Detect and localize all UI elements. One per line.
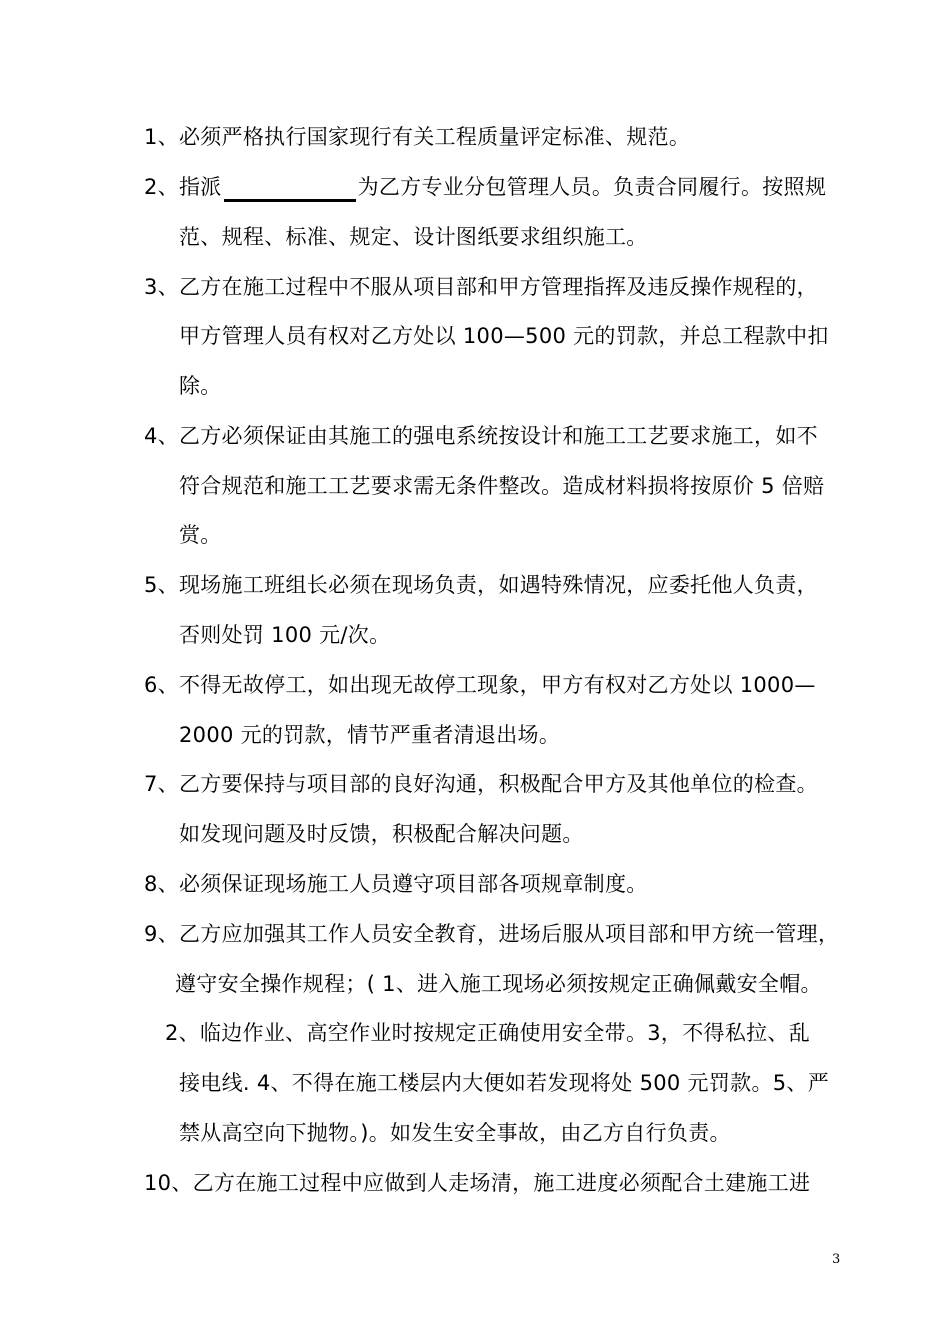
- clause-8-line-1: 8、必须保证现场施工人员遵守项目部各项规章制度。: [144, 872, 648, 896]
- clause-9-line-5: 禁从高空向下抛物。)。如发生安全事故，由乙方自行负责。: [179, 1121, 731, 1145]
- clause-4-line-3: 赏。: [179, 523, 222, 547]
- blank-underline: [224, 175, 356, 202]
- page-number: 3: [832, 1252, 841, 1267]
- clause-3-line-2: 甲方管理人员有权对乙方处以 100—500 元的罚款，并总工程款中扣: [179, 324, 829, 348]
- clause-9-line-2: 遵守安全操作规程；( 1、进入施工现场必须按规定正确佩戴安全帽。: [175, 972, 822, 996]
- clause-3-line-3: 除。: [179, 374, 222, 398]
- clause-7-line-1: 7、乙方要保持与项目部的良好沟通，积极配合甲方及其他单位的检查。: [144, 772, 818, 796]
- clause-9-line-4: 接电线. 4、不得在施工楼层内大便如若发现将处 500 元罚款。5、严: [179, 1071, 830, 1095]
- clause-4-line-1: 4、乙方必须保证由其施工的强电系统按设计和施工工艺要求施工，如不: [144, 424, 818, 448]
- clause-2-prefix: 2、指派: [144, 175, 222, 199]
- clause-5-line-1: 5、现场施工班组长必须在现场负责，如遇特殊情况，应委托他人负责，: [144, 573, 818, 597]
- clause-9-line-1: 9、乙方应加强其工作人员安全教育，进场后服从项目部和甲方统一管理，: [144, 922, 840, 946]
- clause-1-line-1: 1、必须严格执行国家现行有关工程质量评定标准、规范。: [144, 125, 691, 149]
- clause-10-line-1: 10、乙方在施工过程中应做到人走场清，施工进度必须配合土建施工进: [144, 1171, 811, 1195]
- clause-5-line-2: 否则处罚 100 元/次。: [179, 623, 391, 647]
- clause-6-line-1: 6、不得无故停工，如出现无故停工现象，甲方有权对乙方处以 1000—: [144, 673, 816, 697]
- clause-4-line-2: 符合规范和施工工艺要求需无条件整改。造成材料损将按原价 5 倍赔: [179, 474, 825, 498]
- clause-9-line-3: 2、临边作业、高空作业时按规定正确使用安全带。3，不得私拉、乱: [165, 1021, 811, 1045]
- clause-6-line-2: 2000 元的罚款，情节严重者清退出场。: [179, 723, 561, 747]
- clause-2-line-2: 范、规程、标准、规定、设计图纸要求组织施工。: [179, 225, 648, 249]
- clause-2-suffix: 为乙方专业分包管理人员。负责合同履行。按照规: [357, 175, 827, 199]
- clause-7-line-2: 如发现问题及时反馈，积极配合解决问题。: [179, 822, 584, 846]
- clause-3-line-1: 3、乙方在施工过程中不服从项目部和甲方管理指挥及违反操作规程的，: [144, 275, 818, 299]
- clause-2-line-1: [144, 172, 826, 202]
